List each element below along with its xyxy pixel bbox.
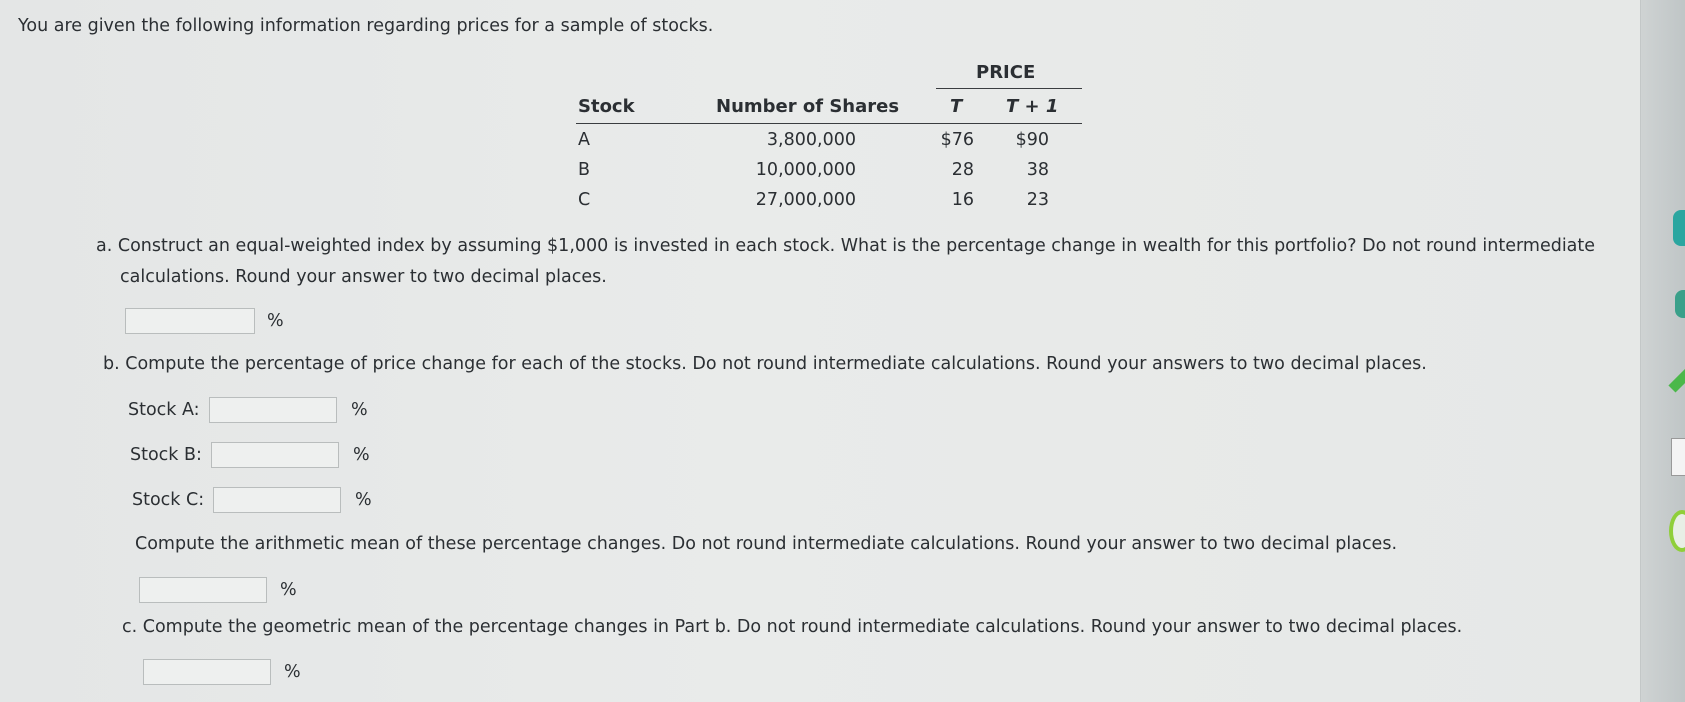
side-tab-icon[interactable] bbox=[1668, 361, 1685, 392]
percent-unit: % bbox=[353, 445, 370, 465]
stock-c-label: Stock C: bbox=[132, 490, 205, 510]
percent-unit: % bbox=[267, 311, 284, 331]
table-cell-stock: C bbox=[578, 190, 591, 210]
table-cell-shares: 3,800,000 bbox=[766, 130, 856, 150]
percent-unit: % bbox=[284, 662, 301, 682]
stock-b-answer-input[interactable] bbox=[211, 442, 339, 468]
part-a-question-line2: calculations. Round your answer to two decimal places. bbox=[120, 267, 607, 287]
side-tab-icon[interactable] bbox=[1669, 510, 1685, 552]
col-header-t: T bbox=[950, 96, 963, 117]
col-header-shares: Number of Shares bbox=[716, 96, 900, 117]
side-tab-icon[interactable] bbox=[1671, 438, 1685, 476]
part-a-question-line1: a. Construct an equal-weighted index by assuming $1,000 is invested in each stock. What is the percentage change in wealth for this portfolio? Do not round intermediate bbox=[96, 236, 1596, 256]
table-cell-shares: 10,000,000 bbox=[755, 160, 856, 180]
percent-unit: % bbox=[355, 490, 372, 510]
table-cell-price-t: $76 bbox=[940, 130, 974, 150]
part-c-question: c. Compute the geometric mean of the percentage changes in Part b. Do not round intermediate calculations. Round your answer to two decimal places. bbox=[122, 617, 1463, 637]
stock-c-answer-input[interactable] bbox=[213, 487, 341, 513]
geometric-mean-answer-input[interactable] bbox=[143, 659, 271, 685]
side-tab-icon[interactable] bbox=[1675, 290, 1685, 318]
stock-b-label: Stock B: bbox=[130, 445, 202, 465]
table-cell-shares: 27,000,000 bbox=[755, 190, 856, 210]
table-cell-stock: A bbox=[578, 130, 590, 150]
price-group-header: PRICE bbox=[976, 62, 1036, 83]
stock-a-label: Stock A: bbox=[128, 400, 200, 420]
table-cell-price-t1: $90 bbox=[1015, 130, 1049, 150]
price-header-rule bbox=[936, 88, 1082, 89]
col-header-stock: Stock bbox=[578, 96, 635, 117]
col-header-t1: T + 1 bbox=[1006, 96, 1059, 117]
table-cell-stock: B bbox=[578, 160, 591, 180]
percent-unit: % bbox=[351, 400, 368, 420]
table-cell-price-t: 16 bbox=[951, 190, 974, 210]
header-rule bbox=[576, 123, 1082, 124]
table-cell-price-t1: 38 bbox=[1026, 160, 1049, 180]
intro-text: You are given the following information regarding prices for a sample of stocks. bbox=[18, 16, 714, 36]
part-b-question: b. Compute the percentage of price change for each of the stocks. Do not round intermediate calculations. Round your answers to two decimal places. bbox=[103, 354, 1427, 374]
side-tab-icon[interactable] bbox=[1673, 210, 1685, 246]
table-cell-price-t1: 23 bbox=[1026, 190, 1049, 210]
arithmetic-mean-answer-input[interactable] bbox=[139, 577, 267, 603]
arithmetic-mean-question: Compute the arithmetic mean of these percentage changes. Do not round intermediate calculations. Round your answer to two decimal places. bbox=[135, 534, 1398, 554]
percent-unit: % bbox=[280, 580, 297, 600]
table-cell-price-t: 28 bbox=[951, 160, 974, 180]
part-a-answer-input[interactable] bbox=[125, 308, 255, 334]
side-panel-edge bbox=[1640, 0, 1685, 702]
stock-a-answer-input[interactable] bbox=[209, 397, 337, 423]
